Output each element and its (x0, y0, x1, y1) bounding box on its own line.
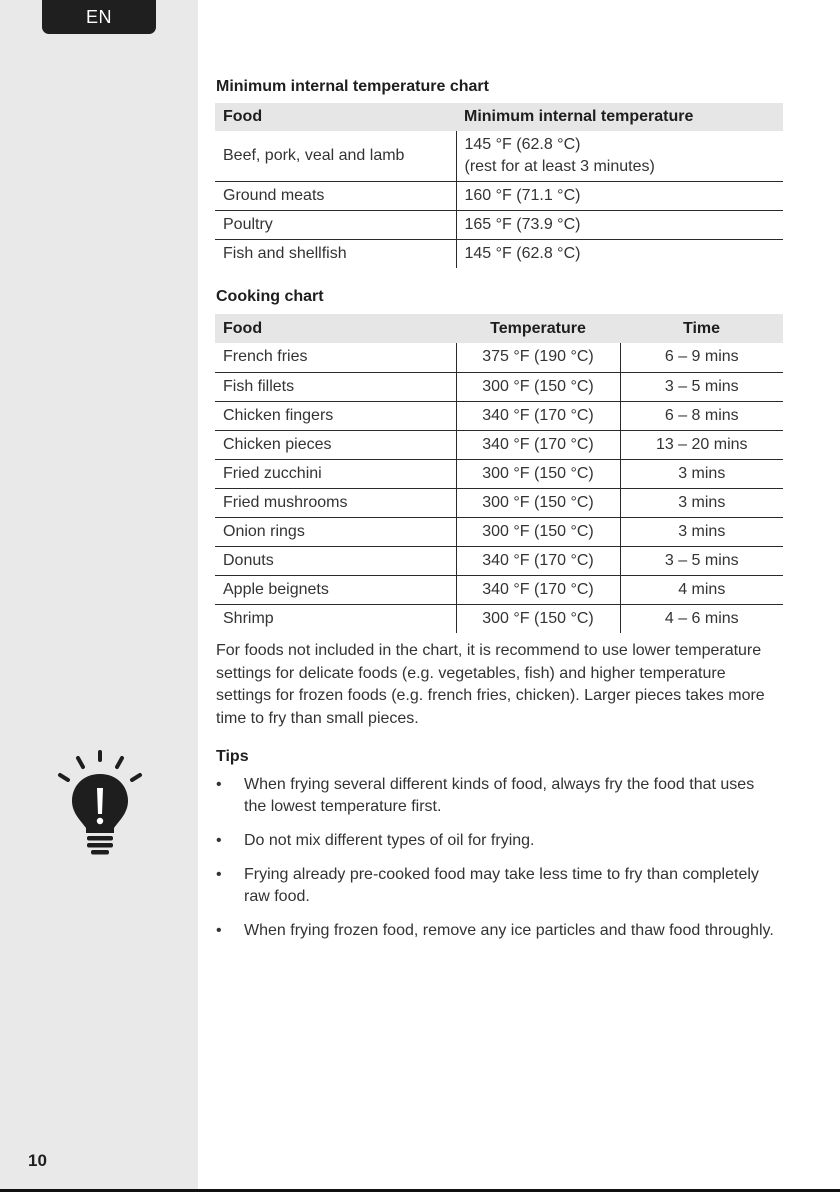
min-temp-chart-title: Minimum internal temperature chart (216, 78, 489, 95)
cooking-chart-title: Cooking chart (216, 288, 324, 305)
time-cell: 3 – 5 mins (620, 372, 783, 401)
temperature-value: 145 °F (62.8 °C) (464, 135, 581, 153)
column-header: Minimum internal temperature (456, 103, 783, 131)
time-cell: 3 – 5 mins (620, 546, 783, 575)
temperature-cell: 340 °F (170 °C) (456, 401, 620, 430)
bullet: • (216, 832, 222, 849)
food-cell: Onion rings (215, 517, 456, 546)
time-cell: 6 – 9 mins (620, 343, 783, 372)
temperature-cell: 300 °F (150 °C) (456, 517, 620, 546)
time-cell: 3 mins (620, 488, 783, 517)
food-cell: Poultry (215, 210, 456, 239)
food-cell: Beef, pork, veal and lamb (223, 146, 405, 164)
temperature-cell: 300 °F (150 °C) (456, 372, 620, 401)
table-row (215, 517, 783, 546)
tip-text: When frying several different kinds of food, always fry the food that uses the lowest temperature first. (244, 776, 755, 815)
language-badge: EN (42, 0, 156, 34)
food-cell: Chicken fingers (215, 401, 456, 430)
temperature-cell: 340 °F (170 °C) (456, 575, 620, 604)
min-temp-table (215, 103, 783, 268)
table-row (215, 488, 783, 517)
table-row (215, 131, 783, 181)
bullet: • (216, 776, 222, 793)
column-header: Food (215, 314, 456, 343)
time-cell: 3 mins (620, 517, 783, 546)
table-row (215, 239, 783, 268)
list-item (216, 830, 776, 852)
list-item (216, 774, 776, 818)
table-row (215, 430, 783, 459)
list-item (216, 864, 776, 908)
temperature-cell (456, 131, 783, 181)
cooking-note-paragraph: For foods not included in the chart, it is recommend to use lower temperature settings for delicate foods (e.g. vegetables, fish) and higher temperature settings for frozen foods (e.g. french fries, chicken). Larger pieces takes more time to fry than small pieces. (216, 642, 765, 727)
table-row (215, 372, 783, 401)
bullet: • (216, 922, 222, 939)
table-row (215, 546, 783, 575)
temperature-cell: 300 °F (150 °C) (456, 604, 620, 633)
tip-text: Do not mix different types of oil for frying. (244, 832, 535, 849)
food-cell: Fish and shellfish (215, 239, 456, 268)
food-cell: Fish fillets (215, 372, 456, 401)
tips-title: Tips (216, 748, 249, 765)
table-row (215, 181, 783, 210)
food-cell: French fries (223, 348, 308, 366)
temperature-cell: 300 °F (150 °C) (456, 459, 620, 488)
page-number: 10 (28, 1151, 47, 1170)
food-cell: Fried zucchini (215, 459, 456, 488)
time-cell: 4 – 6 mins (620, 604, 783, 633)
food-cell: Chicken pieces (215, 430, 456, 459)
tips-list (216, 774, 776, 954)
temperature-cell: 300 °F (150 °C) (456, 488, 620, 517)
temperature-cell: 375 °F (190 °C) (456, 343, 620, 372)
table-row (215, 604, 783, 633)
temperature-note: (rest for at least 3 minutes) (464, 157, 655, 175)
column-header: Time (620, 314, 783, 343)
table-row (215, 210, 783, 239)
food-cell: Apple beignets (215, 575, 456, 604)
time-cell: 4 mins (620, 575, 783, 604)
time-cell: 6 – 8 mins (620, 401, 783, 430)
table-row (215, 459, 783, 488)
table-header-row (215, 103, 783, 131)
left-sidebar (0, 0, 198, 1190)
lightbulb-exclamation-icon (54, 748, 146, 858)
column-header: Food (215, 103, 456, 131)
table-row (215, 343, 783, 372)
temperature-cell: 165 °F (73.9 °C) (456, 210, 783, 239)
cooking-table (215, 314, 783, 633)
tip-text: When frying frozen food, remove any ice particles and thaw food throughly. (244, 922, 774, 939)
time-cell: 3 mins (620, 459, 783, 488)
temperature-cell: 145 °F (62.8 °C) (456, 239, 783, 268)
temperature-cell: 340 °F (170 °C) (456, 430, 620, 459)
food-cell: Donuts (215, 546, 456, 575)
food-cell: Fried mushrooms (215, 488, 456, 517)
bullet: • (216, 866, 222, 883)
column-header: Temperature (456, 314, 620, 343)
list-item (216, 920, 776, 942)
table-header-row (215, 314, 783, 343)
temperature-cell: 340 °F (170 °C) (456, 546, 620, 575)
table-row (215, 401, 783, 430)
temperature-cell: 160 °F (71.1 °C) (456, 181, 783, 210)
tip-text: Frying already pre-cooked food may take less time to fry than completely raw food. (244, 866, 759, 905)
table-row (215, 575, 783, 604)
food-cell: Shrimp (215, 604, 456, 633)
time-cell: 13 – 20 mins (620, 430, 783, 459)
food-cell: Ground meats (215, 181, 456, 210)
